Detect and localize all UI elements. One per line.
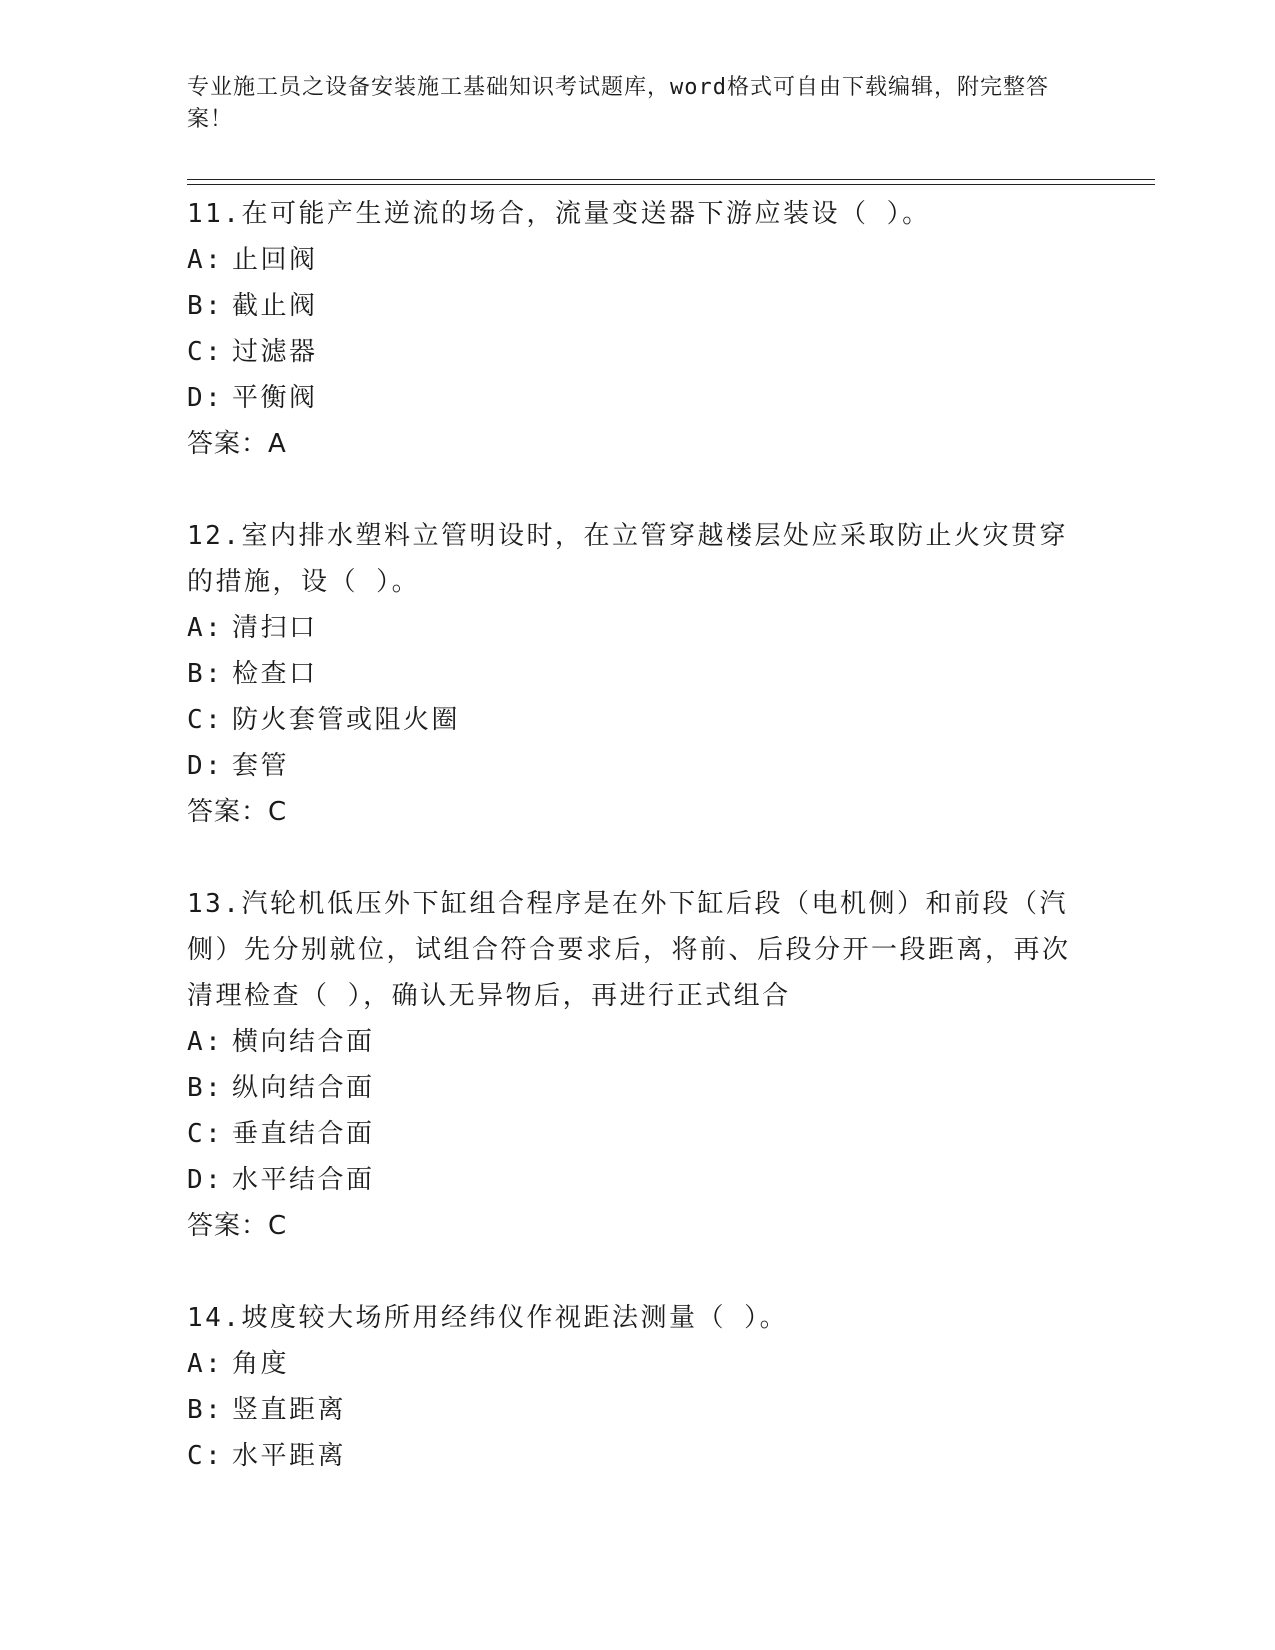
question-stem: 12.室内排水塑料立管明设时，在立管穿越楼层处应采取防止火灾贯穿的措施，设（ ）。 (187, 521, 1068, 597)
question-list (187, 191, 1087, 1525)
option-letter: C: (187, 705, 224, 735)
question-11 (187, 191, 1087, 467)
option-text: 纵向结合面 (232, 1073, 375, 1103)
question-stem: 14.坡度较大场所用经纬仪作视距法测量（ ）。 (187, 1303, 789, 1333)
answer-line: 答案：C (187, 1211, 288, 1241)
option-c (187, 329, 1087, 375)
question-stem: 11.在可能产生逆流的场合，流量变送器下游应装设（ ）。 (187, 199, 931, 229)
question-stem: 13.汽轮机低压外下缸组合程序是在外下缸后段（电机侧）和前段（汽侧）先分别就位，试组合符合要求后，将前、后段分开一段距离，再次清理检查（ ），确认无异物后，再进行正式组合 (187, 889, 1071, 1011)
option-letter: B: (187, 1073, 224, 1103)
option-c (187, 1433, 1087, 1479)
option-text: 横向结合面 (232, 1027, 375, 1057)
option-letter: D: (187, 751, 224, 781)
option-text: 水平结合面 (232, 1165, 375, 1195)
option-b (187, 1387, 1087, 1433)
option-d (187, 743, 1087, 789)
option-b (187, 651, 1087, 697)
option-letter: A: (187, 1027, 224, 1057)
option-text: 截止阀 (232, 291, 318, 321)
question-14 (187, 1295, 1087, 1479)
option-a (187, 1019, 1087, 1065)
question-13 (187, 881, 1087, 1249)
option-text: 角度 (232, 1349, 290, 1379)
option-text: 竖直距离 (232, 1395, 347, 1425)
option-letter: B: (187, 291, 224, 321)
option-letter: C: (187, 337, 224, 367)
document-header: 专业施工员之设备安装施工基础知识考试题库，word格式可自由下载编辑，附完整答案！ (187, 75, 1049, 132)
header-rule-top (187, 179, 1155, 180)
option-text: 清扫口 (232, 613, 318, 643)
option-letter: A: (187, 613, 224, 643)
header-rule-bottom (187, 184, 1155, 185)
option-letter: C: (187, 1119, 224, 1149)
option-letter: A: (187, 245, 224, 275)
option-text: 水平距离 (232, 1441, 347, 1471)
option-letter: C: (187, 1441, 224, 1471)
option-letter: D: (187, 1165, 224, 1195)
option-d (187, 1157, 1087, 1203)
option-letter: D: (187, 383, 224, 413)
option-text: 检查口 (232, 659, 318, 689)
option-b (187, 283, 1087, 329)
option-c (187, 697, 1087, 743)
answer-line: 答案：C (187, 797, 288, 827)
option-text: 防火套管或阻火圈 (232, 705, 461, 735)
question-12 (187, 513, 1087, 835)
option-text: 过滤器 (232, 337, 318, 367)
answer-line: 答案：A (187, 429, 287, 459)
option-text: 套管 (232, 751, 290, 781)
option-letter: B: (187, 1395, 224, 1425)
option-letter: B: (187, 659, 224, 689)
option-d (187, 375, 1087, 421)
option-letter: A: (187, 1349, 224, 1379)
option-b (187, 1065, 1087, 1111)
option-a (187, 605, 1087, 651)
option-a (187, 237, 1087, 283)
option-a (187, 1341, 1087, 1387)
option-text: 垂直结合面 (232, 1119, 375, 1149)
option-text: 止回阀 (232, 245, 318, 275)
option-text: 平衡阀 (232, 383, 318, 413)
option-c (187, 1111, 1087, 1157)
